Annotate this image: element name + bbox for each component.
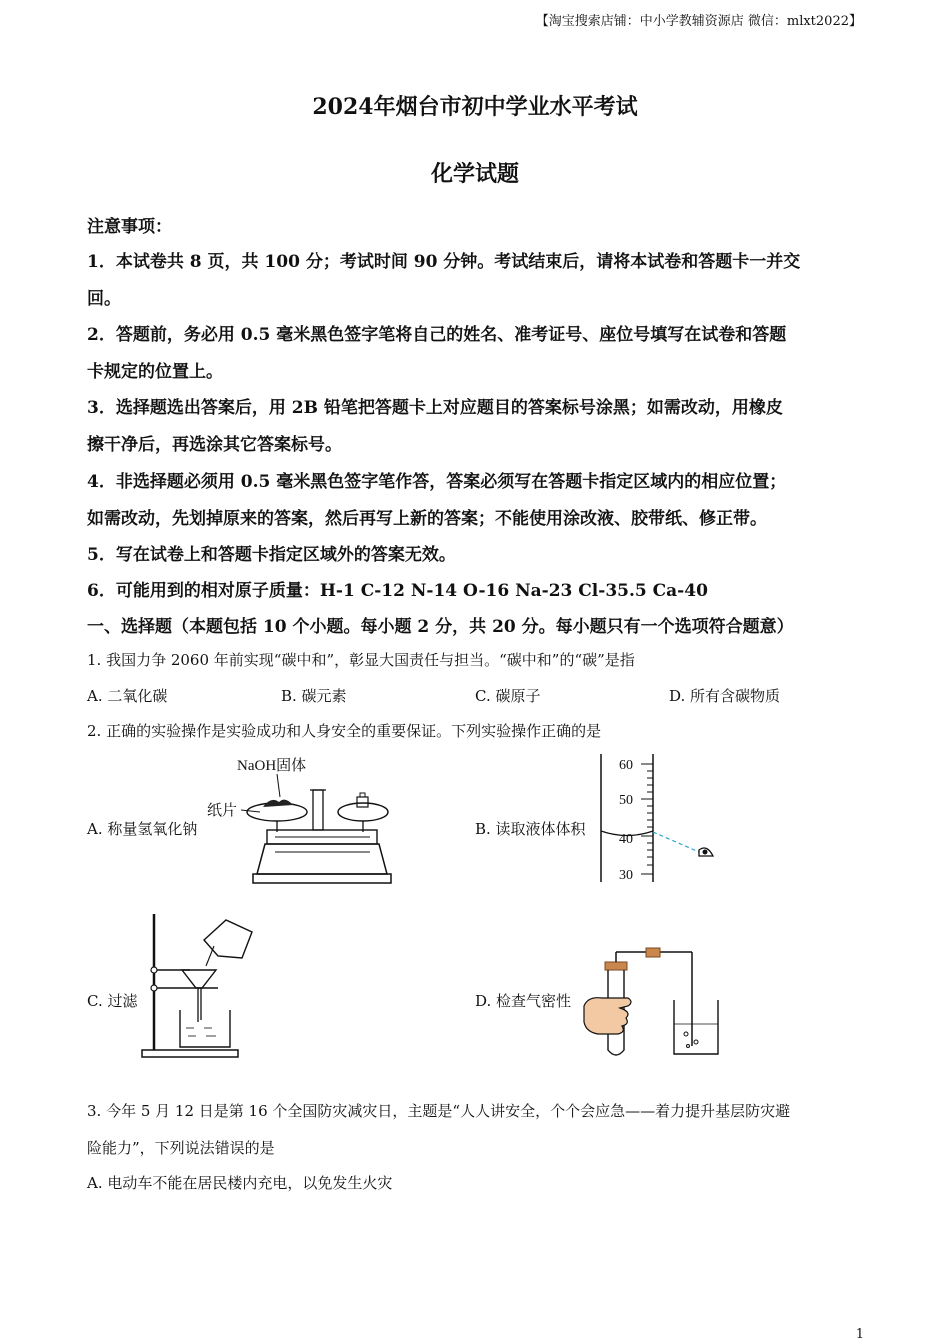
notice-item-4-line1: 4．非选择题必须用 0.5 毫米黑色签字笔作答，答案必须写在答题卡指定区域内的相应位置； [87, 472, 787, 492]
paper-label: 纸片 [207, 803, 238, 819]
page-number: 1 [855, 1327, 864, 1342]
notice-item-6: 6．可能用到的相对原子质量：H-1 C-12 N-14 O-16 Na-23 Cl-35.5 Ca-40 [87, 581, 708, 601]
notice-item-4-line2: 如需改动，先划掉原来的答案，然后再写上新的答案；不能使用涂改液、胶带纸、修正带。 [87, 509, 767, 529]
tick-label-50: 50 [619, 793, 633, 808]
section-heading: 一、选择题（本题包括 10 个小题。每小题 2 分，共 20 分。每小题只有一个选项符合题意） [87, 617, 794, 637]
figure-balance-weighing [205, 752, 395, 892]
q2-option-c: C. 过滤 [87, 992, 138, 1010]
q1-option-a: A. 二氧化碳 [87, 687, 168, 705]
q3-option-a: A. 电动车不能在居民楼内充电，以免发生火灾 [87, 1174, 393, 1192]
figure-airtightness-check [578, 942, 728, 1062]
figure-cylinder-reading [595, 752, 725, 887]
q2-stem: 2. 正确的实验操作是实验成功和人身安全的重要保证。下列实验操作正确的是 [87, 722, 602, 740]
q3-stem-line2: 险能力”，下列说法错误的是 [87, 1139, 275, 1157]
notice-item-5: 5．写在试卷上和答题卡指定区域外的答案无效。 [87, 545, 456, 565]
header-note: 【淘宝搜索店铺：中小学教辅资源店 微信：mlxt2022】 [535, 14, 862, 29]
q2-option-d: D. 检查气密性 [475, 992, 572, 1010]
q1-option-b: B. 碳元素 [281, 687, 347, 705]
q1-option-d: D. 所有含碳物质 [669, 687, 781, 705]
exam-subtitle: 化学试题 [430, 161, 519, 187]
q3-stem-line1: 3. 今年 5 月 12 日是第 16 个全国防灾减灾日，主题是“人人讲安全，个个会应急——着力提升基层防灾避 [87, 1102, 791, 1120]
naoh-solid-label: NaOH固体 [237, 758, 307, 774]
notice-item-1-line2: 回。 [87, 289, 121, 309]
exam-title: 2024年烟台市初中学业水平考试 [312, 94, 638, 120]
tick-label-30: 30 [619, 868, 633, 883]
notice-item-1-line1: 1．本试卷共 8 页，共 100 分；考试时间 90 分钟。考试结束后，请将本试卷和答题卡一并交 [87, 252, 801, 272]
notice-item-3-line1: 3．选择题选出答案后，用 2B 铅笔把答题卡上对应题目的答案标号涂黑；如需改动，用橡皮 [87, 398, 783, 418]
notice-item-2-line1: 2．答题前，务必用 0.5 毫米黑色签字笔将自己的姓名、准考证号、座位号填写在试卷和答题 [87, 325, 787, 345]
notice-item-2-line2: 卡规定的位置上。 [87, 362, 223, 382]
q1-stem: 1. 我国力争 2060 年前实现“碳中和”，彰显大国责任与担当。“碳中和”的“碳”是指 [87, 651, 635, 669]
tick-label-40: 40 [619, 832, 633, 847]
notice-heading: 注意事项： [87, 217, 172, 237]
q1-option-c: C. 碳原子 [475, 687, 541, 705]
figure-filtration [138, 910, 258, 1060]
notice-item-3-line2: 擦干净后，再选涂其它答案标号。 [87, 435, 342, 455]
q2-option-b: B. 读取液体体积 [475, 820, 586, 838]
q2-option-a: A. 称量氢氧化钠 [87, 820, 198, 838]
tick-label-60: 60 [619, 758, 633, 773]
